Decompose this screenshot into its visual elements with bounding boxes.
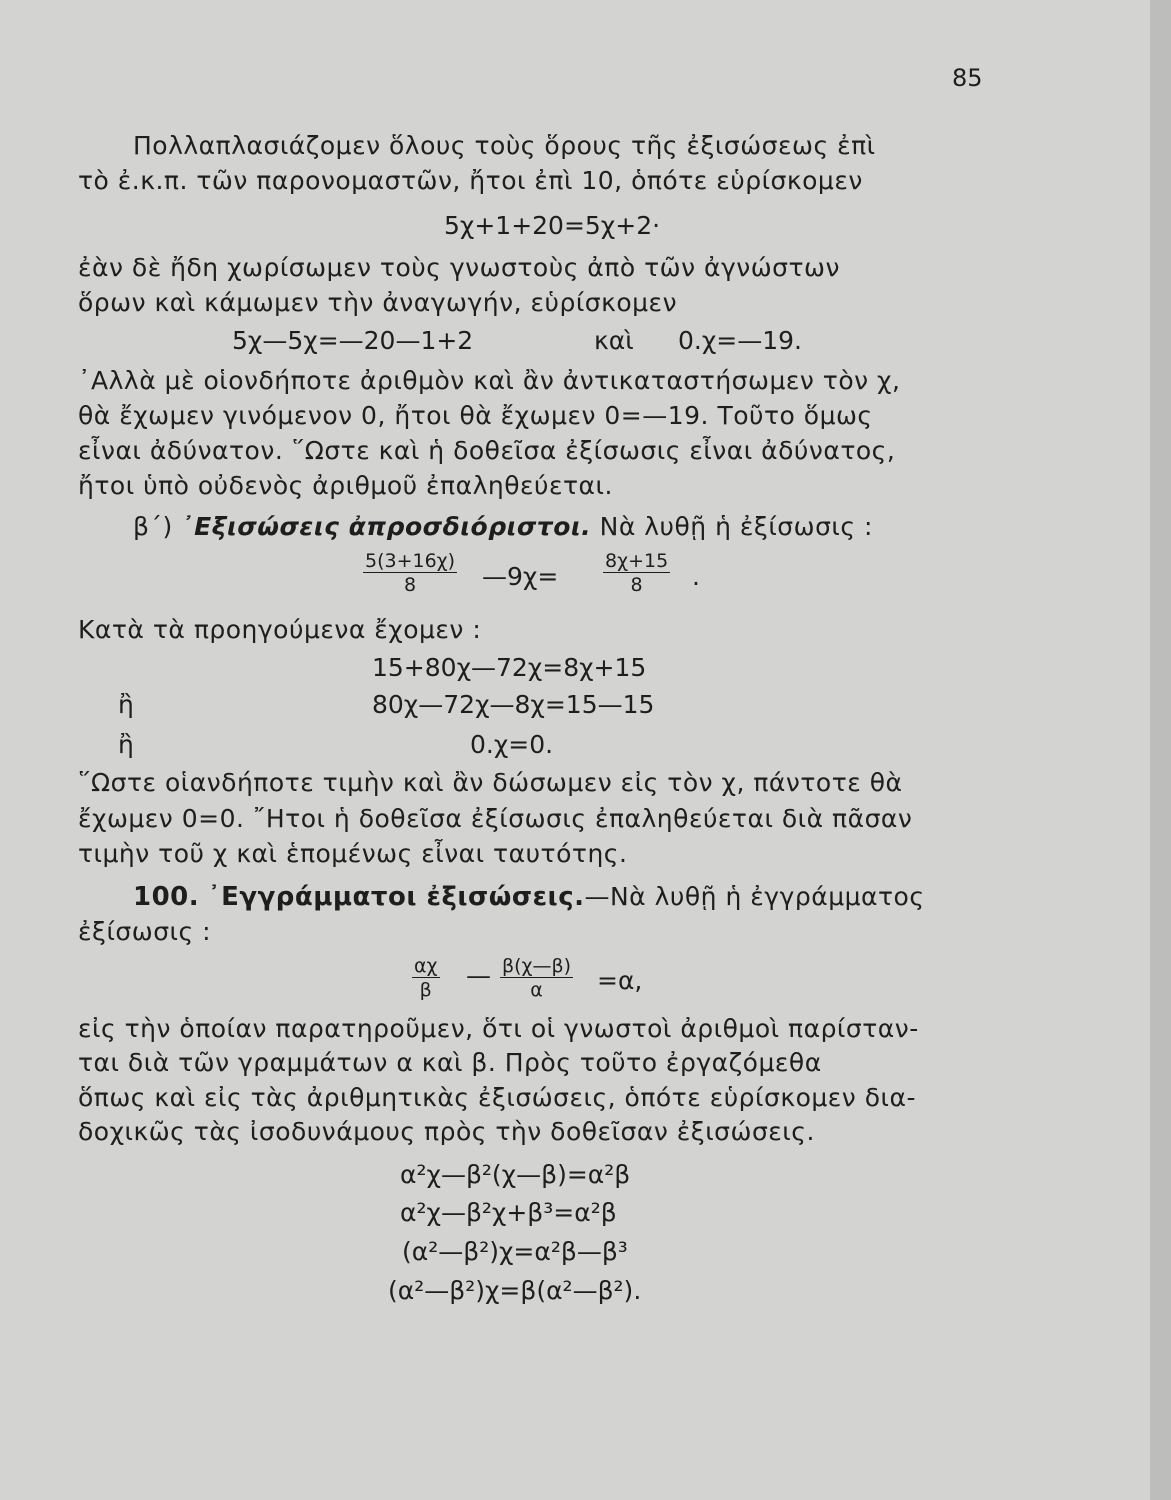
paragraph-line: ᾿Αλλὰ μὲ οἱονδήποτε ἀριθμὸν καὶ ἂν ἀντικαταστήσωμεν τὸν χ, xyxy=(78,366,901,395)
fraction-denominator: 8 xyxy=(630,574,643,596)
paragraph-line: Πολλαπλασιάζομεν ὅλους τοὺς ὅρους τῆς ἐξισώσεως ἐπὶ xyxy=(133,131,876,160)
fraction-numerator: αχ xyxy=(414,955,438,977)
paragraph-line: ἤτοι ὑπὸ οὐδενὸς ἀριθμοῦ ἐπαληθεύεται. xyxy=(78,471,613,500)
fraction xyxy=(500,955,573,1001)
paragraph-line: ἐὰν δὲ ἤδη χωρίσωμεν τοὺς γνωστοὺς ἀπὸ τῶν ἀγνώστων xyxy=(78,253,840,282)
equation-step: 0.χ=0. xyxy=(470,730,554,759)
section-number: 100. xyxy=(133,882,200,912)
paragraph-line: ἔχωμεν 0=0. ῎Ητοι ἡ δοθεῖσα ἐξίσωσις ἐπαληθεύεται διὰ πᾶσαν xyxy=(78,804,913,833)
paragraph-line: ῞Ωστε οἱανδήποτε τιμὴν καὶ ἂν δώσωμεν εἰς τὸν χ, πάντοτε θὰ xyxy=(78,768,903,797)
equation-conjunction: καὶ xyxy=(594,326,634,355)
paragraph-line: δοχικῶς τὰς ἰσοδυνάμους πρὸς τὴν δοθεῖσαν ἐξισώσεις. xyxy=(78,1117,815,1146)
paragraph-line: εἶναι ἀδύνατον. ῞Ωστε καὶ ἡ δοθεῖσα ἐξίσωσις εἶναι ἀδύνατος, xyxy=(78,436,896,465)
equation: 0.χ=—19. xyxy=(678,326,802,355)
fraction-numerator: 5(3+16χ) xyxy=(365,550,456,572)
equation: =α, xyxy=(597,966,643,995)
paragraph-line: ται διὰ τῶν γραμμάτων α καὶ β. Πρὸς τοῦτο ἐργαζόμεθα xyxy=(78,1048,822,1077)
paragraph-line: τιμὴν τοῦ χ καὶ ἑπομένως εἶναι ταυτότης. xyxy=(78,839,628,868)
fraction-numerator: β(χ—β) xyxy=(502,955,572,977)
equation-step: (α²—β²)χ=α²β—β³ xyxy=(402,1237,628,1266)
equation-step: 80χ—72χ—8χ=15—15 xyxy=(372,690,655,719)
paragraph-line: εἰς τὴν ὁποίαν παρατηροῦμεν, ὅτι οἱ γνωστοὶ ἀριθμοὶ παρίσταν- xyxy=(78,1014,919,1043)
section-text: —Νὰ λυθῇ ἡ ἐγγράμματος xyxy=(584,882,925,911)
section-heading-b xyxy=(133,512,873,542)
fraction-numerator: 8χ+15 xyxy=(605,550,669,572)
page-number: 85 xyxy=(952,64,983,92)
section-text: Νὰ λυθῇ ἡ ἐξίσωσις : xyxy=(599,512,873,541)
page-edge xyxy=(1150,0,1171,1500)
section-title: ᾿Εξισώσεις ἀπροσδιόριστοι. xyxy=(181,512,592,541)
equation-step: α²χ—β²(χ—β)=α²β xyxy=(400,1160,631,1189)
equation-step: α²χ—β²χ+β³=α²β xyxy=(400,1198,617,1227)
paragraph-line: ἐξίσωσις : xyxy=(78,917,212,946)
equation-minus: — xyxy=(466,961,491,990)
fraction-denominator: α xyxy=(530,979,543,1001)
equation-step: (α²—β²)χ=β(α²—β²). xyxy=(388,1276,642,1305)
step-prefix: ἢ xyxy=(118,690,134,719)
equation: 5χ—5χ=—20—1+2 xyxy=(232,326,474,355)
paragraph-line: θὰ ἔχωμεν γινόμενον 0, ἤτοι θὰ ἔχωμεν 0=—19. Τοῦτο ὅμως xyxy=(78,401,873,430)
equation-step: 15+80χ—72χ=8χ+15 xyxy=(372,653,647,682)
fraction xyxy=(603,550,670,596)
fraction xyxy=(412,955,440,1001)
fraction xyxy=(363,550,457,596)
paragraph-line: ὅπως καὶ εἰς τὰς ἀριθμητικὰς ἐξισώσεις, ὁπότε εὑρίσκομεν δια- xyxy=(78,1083,916,1112)
section-label: β΄) xyxy=(133,512,173,541)
fraction-denominator: 8 xyxy=(403,574,417,596)
step-prefix: ἢ xyxy=(118,730,134,759)
paragraph-line: τὸ ἐ.κ.π. τῶν παρονομαστῶν, ἤτοι ἐπὶ 10, ὁπότε εὑρίσκομεν xyxy=(78,166,863,195)
equation: 5χ+1+20=5χ+2· xyxy=(444,211,661,240)
section-title: ᾿Εγγράμματοι ἐξισώσεις. xyxy=(207,882,585,912)
paragraph-line: ὅρων καὶ κάμωμεν τὴν ἀναγωγήν, εὑρίσκομεν xyxy=(78,288,678,317)
section-heading-100 xyxy=(133,882,925,912)
fraction-denominator: β xyxy=(419,979,432,1001)
equation-period: . xyxy=(692,562,700,591)
paragraph-line: Κατὰ τὰ προηγούμενα ἔχομεν : xyxy=(78,615,482,644)
equation: —9χ= xyxy=(482,562,559,591)
